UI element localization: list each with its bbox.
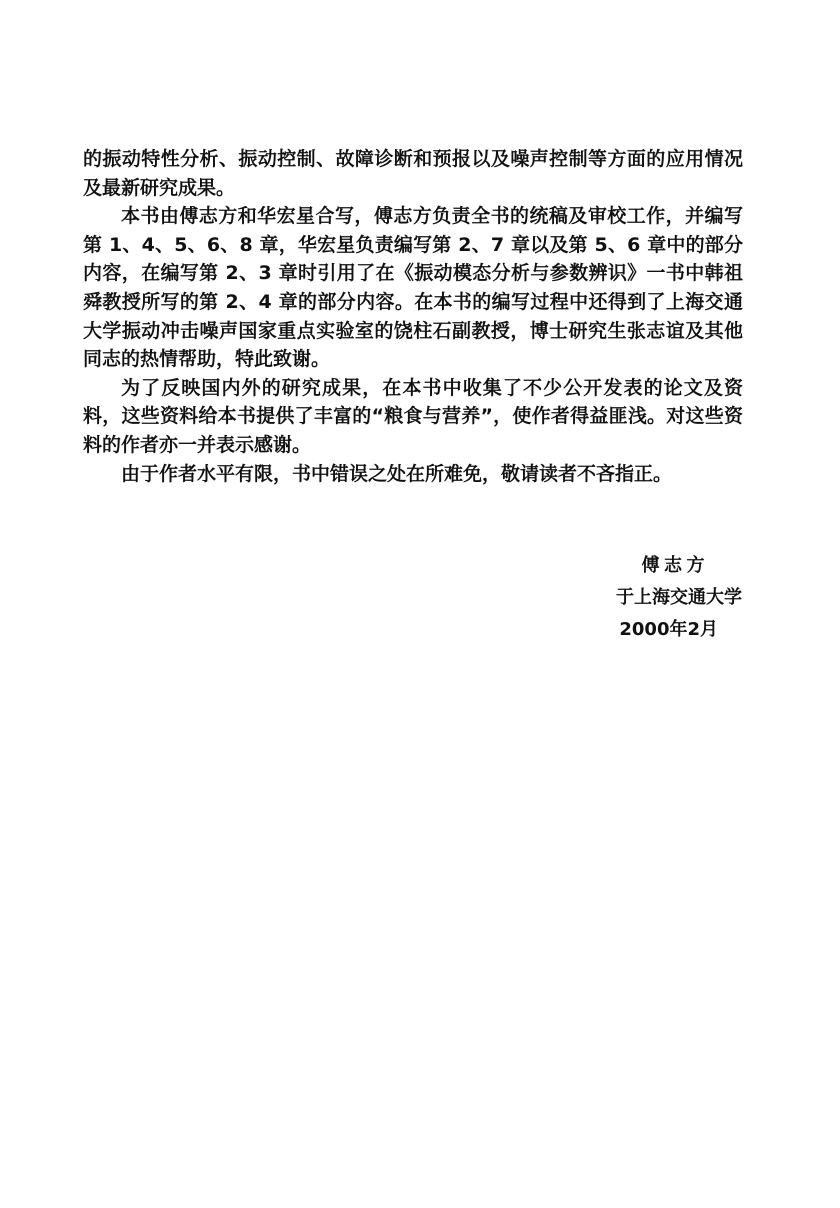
signature-block: [522, 550, 742, 646]
paragraph-1: 的振动特性分析、振动控制、故障诊断和预报以及噪声控制等方面的应用情况及最新研究成果。: [83, 148, 743, 199]
body-text: [83, 145, 743, 488]
signature-date: 2000年2月: [619, 619, 718, 640]
paragraph-4: 由于作者水平有限，书中错误之处在所难免，敬请读者不吝指正。: [121, 462, 673, 485]
paragraph-2: 本书由傅志方和华宏星合写，傅志方负责全书的统稿及审校工作，并编写第 1、4、5、6、8 章，华宏星负责编写第 2、7 章以及第 5、6 章中的部分内容，在编写第 2、3 章时引用了在《振动模态分析与参数辨识》一书中韩祖舜教授所写的第 2、4 章的部分内容。在本书的编写过程中还得到了上海交通大学振动冲击噪声国家重点实验室的饶柱石副教授，博士研究生张志谊及其他同志的热情帮助，特此致谢。: [83, 205, 743, 371]
author-affiliation: 于上海交通大学: [616, 587, 742, 608]
paragraph-3: 为了反映国内外的研究成果，在本书中收集了不少公开发表的论文及资料，这些资料给本书提供了丰富的“粮食与营养”，使作者得益匪浅。对这些资料的作者亦一并表示感谢。: [83, 376, 743, 456]
author-name: 傅志方: [641, 555, 709, 576]
